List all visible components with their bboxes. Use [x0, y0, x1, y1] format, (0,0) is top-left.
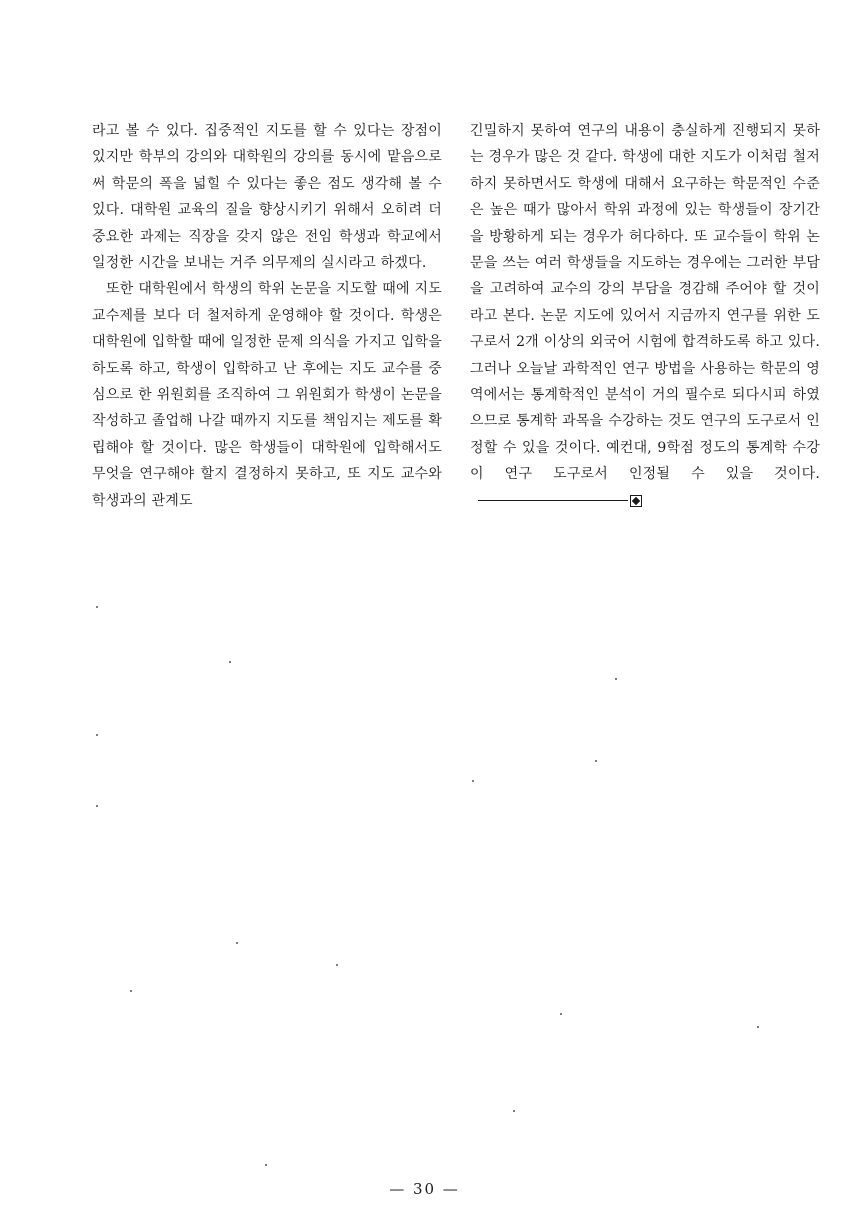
scan-speck [757, 1026, 759, 1028]
scan-speck [472, 780, 474, 782]
right-paragraph-1 [470, 118, 820, 514]
scan-speck [265, 1164, 267, 1166]
scan-speck [513, 1110, 515, 1112]
scan-speck [229, 661, 231, 663]
scan-speck [96, 734, 98, 736]
scan-speck [236, 942, 238, 944]
page-number: — 30 — [389, 1180, 460, 1198]
right-paragraph-text: 긴밀하지 못하여 연구의 내용이 충실하게 진행되지 못하는 경우가 많은 것 같다. 학생에 대한 지도가 이처럼 철저하지 못하면서도 학생에 대해서 요구하는 학문적인 수준은 높은 때가 많아서 학위 과정에 있는 학생들이 장기간을 방황하게 되는 경우가 허다하다. 또 교수들이 학위 논문을 쓰는 여러 학생들을 지도하는 경우에는 그러한 부담을 고려하여 교수의 강의 부담을 경감해 주어야 할 것이라고 본다. 논문 지도에 있어서 지금까지 연구를 위한 도구로서 2개 이상의 외국어 시험에 합격하도록 하고 있다. 그러나 오늘날 과학적인 연구 방법을 사용하는 학문의 영역에서는 통계학적인 분석이 거의 필수로 되다시피 하였으므로 통계학 과목을 수강하는 것도 연구의 도구로서 인정할 수 있을 것이다. 예컨대, 9학점 정도의 통계학 수강이 연구 도구로서 인정될 수 있을 것이다. [470, 123, 820, 483]
scan-speck [96, 805, 98, 807]
scan-speck [560, 1013, 562, 1015]
scan-speck [615, 678, 617, 680]
left-text-column [92, 118, 442, 514]
scan-speck [595, 760, 597, 762]
left-paragraph-1: 라고 볼 수 있다. 집중적인 지도를 할 수 있다는 장점이 있지만 학부의 강의와 대학원의 강의를 동시에 맡음으로써 학문의 폭을 넓힐 수 있다는 좋은 점도 생각해 볼 수 있다. 대학원 교육의 질을 향상시키기 위해서 오히려 더 중요한 과제는 직장을 갖지 않은 전임 학생과 학교에서 일정한 시간을 보내는 거주 의무제의 실시라고 하겠다. [92, 123, 442, 272]
left-paragraph-2: 또한 대학원에서 학생의 학위 논문을 지도할 때에 지도 교수제를 보다 더 철저하게 운영해야 할 것이다. 학생은 대학원에 입학할 때에 일정한 문제 의식을 가지고 입학을 하도록 하고, 학생이 입학하고 난 후에는 지도 교수를 중심으로 한 위원회를 조직하여 그 위원회가 학생이 논문을 작성하고 졸업해 나갈 때까지 지도를 책임지는 제도를 확립해야 할 것이다. 많은 학생들이 대학원에 입학해서도 무엇을 연구해야 할지 결정하지 못하고, 또 지도 교수와 학생과의 관계도 [92, 281, 442, 509]
right-text-column [470, 118, 820, 514]
scan-speck [96, 606, 98, 608]
end-rule [478, 500, 628, 501]
end-diamond-icon [630, 495, 642, 507]
scan-speck [336, 964, 338, 966]
scan-speck [130, 990, 132, 992]
